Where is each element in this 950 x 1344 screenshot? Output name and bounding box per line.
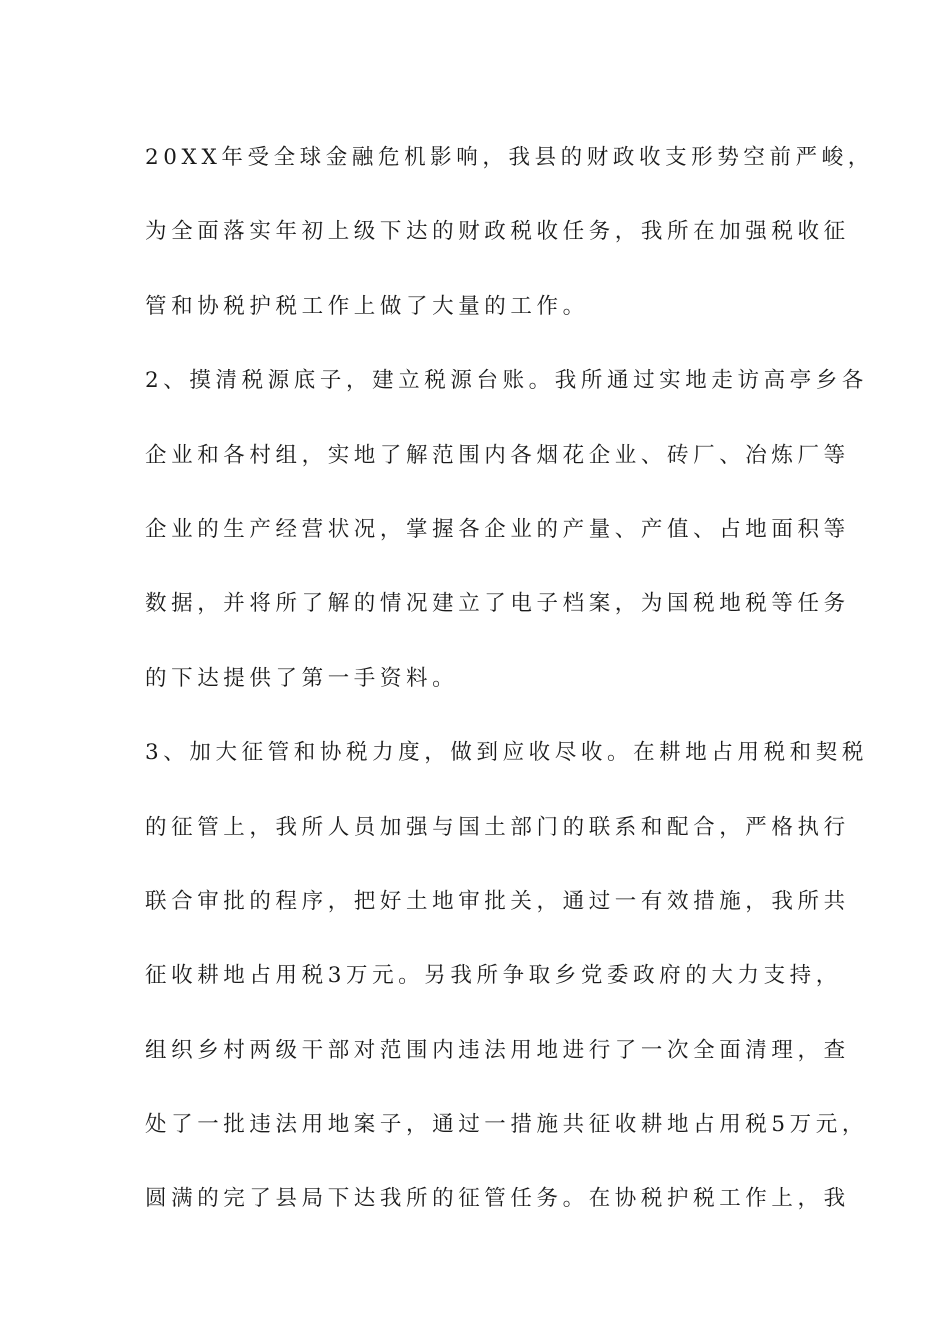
text-line: 的下达提供了第一手资料。 — [145, 665, 459, 691]
text-line: 3、加大征管和协税力度，做到应收尽收。在耕地占用税和契税 — [145, 740, 868, 766]
text-line: 数据，并将所了解的情况建立了电子档案，为国税地税等任务 — [145, 591, 850, 617]
text-line: 20XX年受全球金融危机影响，我县的财政收支形势空前严峻， — [145, 145, 874, 170]
text-line: 2、摸清税源底子，建立税源台账。我所通过实地走访高亭乡各 — [145, 368, 868, 394]
text-line: 的征管上，我所人员加强与国土部门的联系和配合，严格执行 — [145, 814, 850, 840]
text-line: 为全面落实年初上级下达的财政税收任务，我所在加强税收征 — [145, 219, 850, 245]
text-line: 企业的生产经营状况，掌握各企业的产量、产值、占地面积等 — [145, 516, 850, 542]
text-line: 组织乡村两级干部对范围内违法用地进行了一次全面清理，查 — [145, 1037, 850, 1063]
text-line: 圆满的完了县局下达我所的征管任务。在协税护税工作上，我 — [145, 1186, 850, 1212]
text-line: 管和协税护税工作上做了大量的工作。 — [145, 293, 589, 319]
text-line: 征收耕地占用税3万元。另我所争取乡党委政府的大力支持， — [145, 963, 842, 989]
text-line: 处了一批违法用地案子，通过一措施共征收耕地占用税5万元， — [145, 1112, 868, 1138]
document-body — [145, 133, 874, 1249]
text-line: 联合审批的程序，把好土地审批关，通过一有效措施，我所共 — [145, 888, 850, 914]
text-line: 企业和各村组，实地了解范围内各烟花企业、砖厂、冶炼厂等 — [145, 442, 850, 468]
